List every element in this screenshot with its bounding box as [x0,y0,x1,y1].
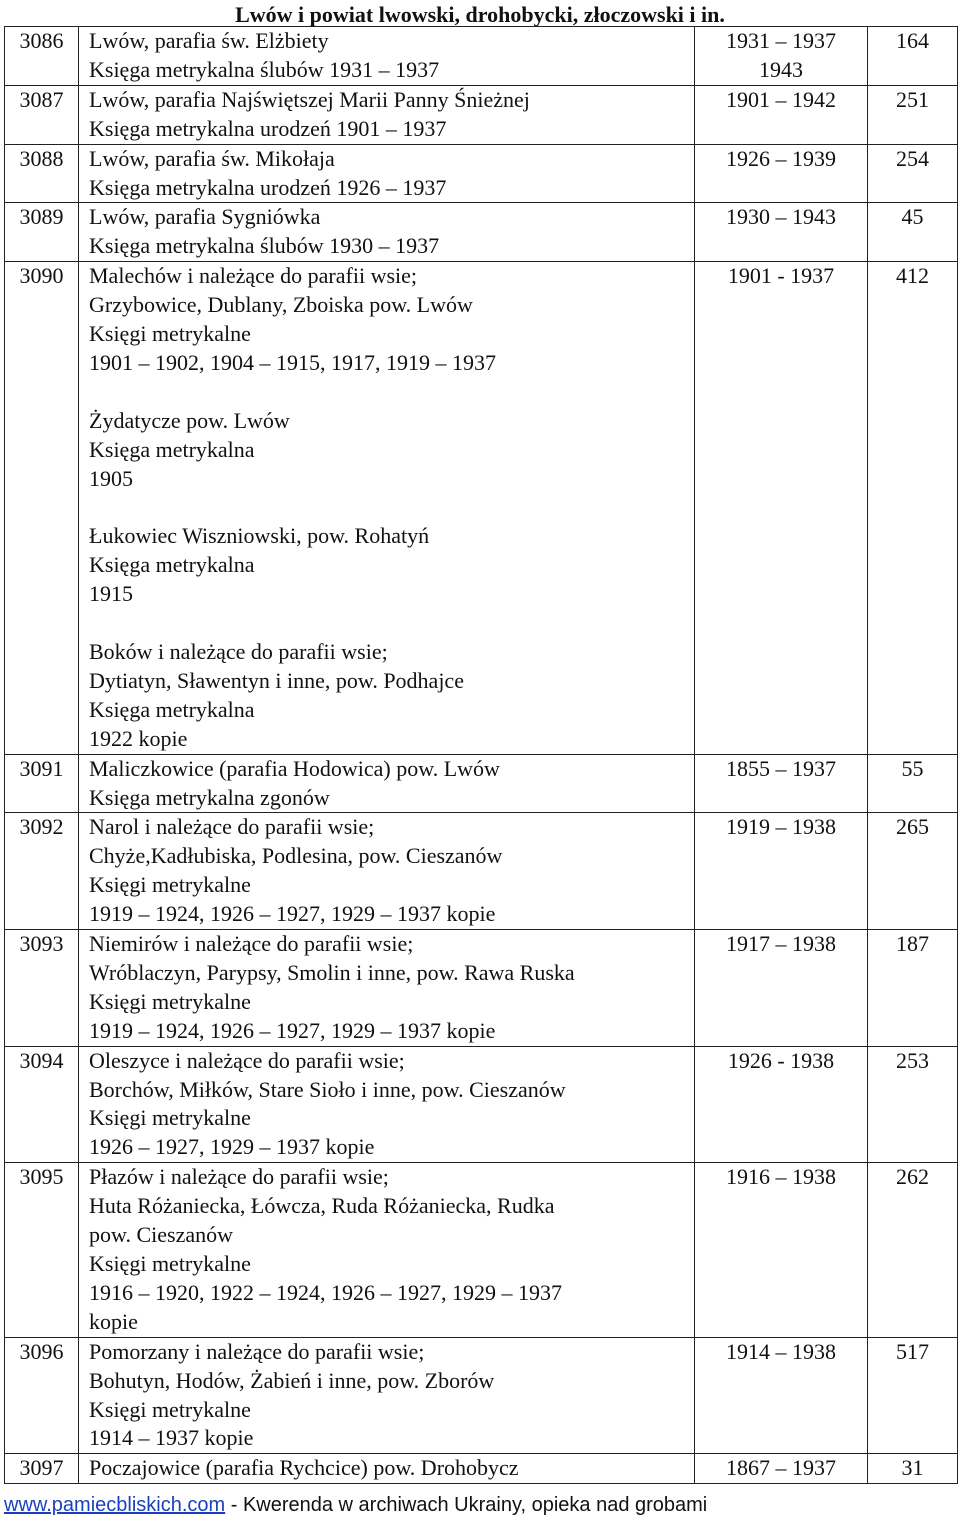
description-line: Pomorzany i należące do parafii wsie; [89,1338,425,1364]
entry-description [79,1337,695,1454]
description-line: Dytiatyn, Sławentyn i inne, pow. Podhajce [89,667,464,693]
unit-count: 55 [868,754,958,813]
description-line: Malechów i należące do parafii wsie; [89,263,418,289]
description-line: Oleszyce i należące do parafii wsie; [89,1047,405,1073]
description-line: Księga metrykalna ślubów 1931 – 1937 [89,56,440,82]
entry-number: 3087 [5,85,79,144]
date-range-line: 1855 – 1937 [726,755,836,781]
description-line: Bohutyn, Hodów, Żabień i inne, pow. Zborów [89,1367,495,1393]
description-line: Księga metrykalna ślubów 1930 – 1937 [89,233,440,259]
description-line: Lwów, parafia Sygniówka [89,204,321,230]
entry-number: 3094 [5,1046,79,1163]
unit-count: 31 [868,1454,958,1484]
entry-description [79,1046,695,1163]
date-range-line: 1931 – 1937 [726,28,836,53]
group-spacer [89,493,694,522]
entry-description [79,1454,695,1484]
description-line: 1905 [89,465,133,491]
description-line: 1926 – 1927, 1929 – 1937 kopie [89,1134,375,1160]
entry-number: 3091 [5,754,79,813]
description-line: Płazów i należące do parafii wsie; [89,1164,389,1190]
table-row [5,262,958,754]
description-line: Księgi metrykalne [89,1251,251,1277]
entry-description [79,203,695,262]
entry-description [79,85,695,144]
date-range-line: 1926 – 1939 [726,145,836,171]
date-range-line: 1901 - 1937 [727,263,835,289]
unit-count: 262 [868,1163,958,1337]
entry-number: 3092 [5,813,79,930]
entry-description [79,754,695,813]
date-range-line: 1930 – 1943 [726,204,836,230]
unit-count: 517 [868,1337,958,1454]
date-range-line: 1917 – 1938 [726,931,836,957]
table-row [5,1046,958,1163]
entry-description [79,930,695,1047]
description-line: Żydatycze pow. Lwów [89,407,290,433]
page-title: Lwów i powiat lwowski, drohobycki, złoczowski i in. [235,2,725,27]
entry-description [79,144,695,203]
description-line: Księgi metrykalne [89,1396,251,1422]
register-table [4,26,958,1484]
date-range [695,262,868,754]
description-line: Księgi metrykalne [89,988,251,1014]
entry-number: 3097 [5,1454,79,1484]
date-range-line: 1943 [759,56,803,82]
unit-count: 45 [868,203,958,262]
entry-number: 3096 [5,1337,79,1454]
table-row [5,85,958,144]
entry-description [79,1163,695,1337]
footer-link[interactable]: www.pamiecbliskich.com [4,1494,226,1516]
description-line: Łukowiec Wiszniowski, pow. Rohatyń [89,523,430,549]
entry-number: 3088 [5,144,79,203]
date-range-line: 1926 - 1938 [727,1047,835,1073]
description-line: Maliczkowice (parafia Hodowica) pow. Lwów [89,755,500,781]
entry-description [79,813,695,930]
description-line: Księga metrykalna [89,696,255,722]
description-line: Grzybowice, Dublany, Zboiska pow. Lwów [89,292,473,318]
entry-number: 3089 [5,203,79,262]
description-line: Wróblaczyn, Parypsy, Smolin i inne, pow. Rawa Ruska [89,959,575,985]
description-line: Niemirów i należące do parafii wsie; [89,931,414,957]
description-line: 1916 – 1920, 1922 – 1924, 1926 – 1927, 1929 – 1937 [89,1279,562,1305]
date-range [695,1163,868,1337]
description-line: 1915 [89,581,133,607]
description-line: Boków i należące do parafii wsie; [89,638,388,664]
description-line: Księgi metrykalne [89,321,251,347]
entry-description [79,262,695,754]
group-spacer [89,609,694,638]
table-row [5,1163,958,1337]
unit-count: 254 [868,144,958,203]
description-line: pow. Cieszanów [89,1222,233,1248]
unit-count: 251 [868,85,958,144]
date-range [695,754,868,813]
entry-number: 3086 [5,27,79,86]
table-row [5,813,958,930]
description-line: Lwów, parafia Najświętszej Marii Panny Śnieżnej [89,86,530,112]
entry-number: 3090 [5,262,79,754]
description-line: 1919 – 1924, 1926 – 1927, 1929 – 1937 kopie [89,901,496,927]
table-row [5,1454,958,1484]
date-range-line: 1867 – 1937 [726,1455,836,1481]
footer [4,1492,707,1518]
description-line: 1914 – 1937 kopie [89,1425,254,1451]
description-line: kopie [89,1308,138,1334]
date-range [695,1454,868,1484]
date-range [695,27,868,86]
description-line: Lwów, parafia św. Elżbiety [89,28,329,53]
description-line: Huta Różaniecka, Łówcza, Ruda Różaniecka, Rudka [89,1193,555,1219]
table-row [5,203,958,262]
group-spacer [89,378,694,407]
description-line: Księga metrykalna [89,552,255,578]
footer-text: - Kwerenda w archiwach Ukrainy, opieka nad grobami [225,1494,708,1516]
date-range [695,1337,868,1454]
date-range [695,930,868,1047]
description-line: Borchów, Miłków, Stare Sioło i inne, pow. Cieszanów [89,1076,566,1102]
description-line: 1919 – 1924, 1926 – 1927, 1929 – 1937 kopie [89,1017,496,1043]
description-line: Księga metrykalna zgonów [89,784,330,810]
unit-count: 164 [868,27,958,86]
table-row [5,1337,958,1454]
date-range [695,813,868,930]
entry-number: 3093 [5,930,79,1047]
date-range-line: 1901 – 1942 [726,86,836,112]
register-table-body [5,27,958,1484]
description-line: Narol i należące do parafii wsie; [89,814,375,840]
date-range [695,85,868,144]
description-line: 1922 kopie [89,725,188,751]
unit-count: 253 [868,1046,958,1163]
description-line: Księga metrykalna urodzeń 1926 – 1937 [89,174,447,200]
date-range-line: 1914 – 1938 [726,1338,836,1364]
table-row [5,754,958,813]
date-range-line: 1919 – 1938 [726,814,836,840]
unit-count: 412 [868,262,958,754]
description-line: Księgi metrykalne [89,872,251,898]
description-line: Księgi metrykalne [89,1105,251,1131]
description-line: Lwów, parafia św. Mikołaja [89,145,335,171]
unit-count: 265 [868,813,958,930]
date-range-line: 1916 – 1938 [726,1164,836,1190]
date-range [695,144,868,203]
table-row [5,27,958,86]
entry-number: 3095 [5,1163,79,1337]
unit-count: 187 [868,930,958,1047]
table-row [5,144,958,203]
date-range [695,1046,868,1163]
date-range [695,203,868,262]
description-line: Księga metrykalna [89,436,255,462]
description-line: 1901 – 1902, 1904 – 1915, 1917, 1919 – 1937 [89,349,496,375]
description-line: Chyże,Kadłubiska, Podlesina, pow. Cieszanów [89,843,503,869]
description-line: Poczajowice (parafia Rychcice) pow. Drohobycz [89,1455,519,1481]
description-line: Księga metrykalna urodzeń 1901 – 1937 [89,115,447,141]
entry-description [79,27,695,86]
table-row [5,930,958,1047]
